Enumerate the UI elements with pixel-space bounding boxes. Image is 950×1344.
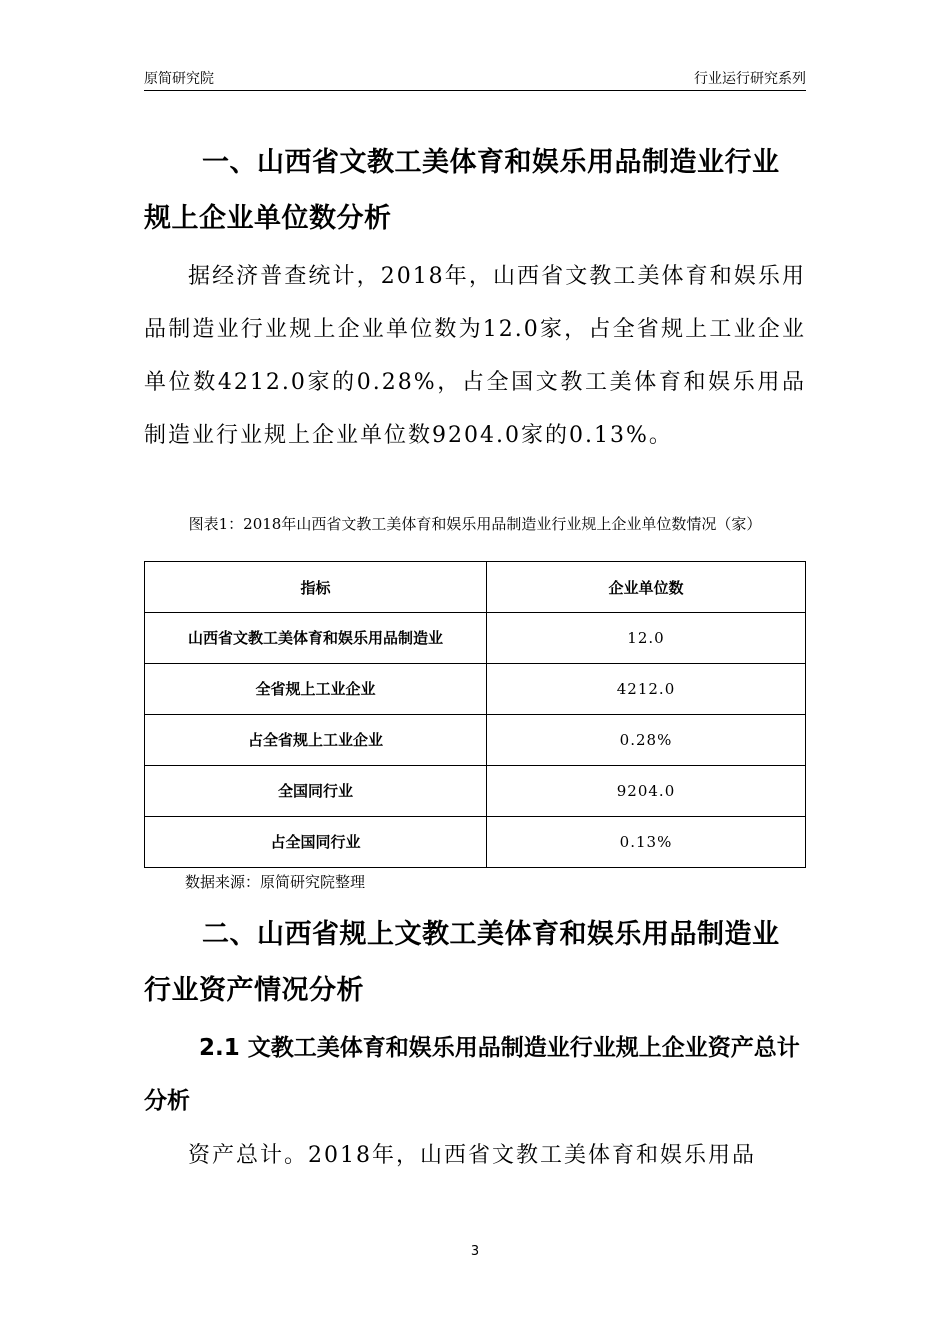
section-1-body	[144, 250, 806, 462]
table-row	[145, 817, 806, 868]
table-cell-indicator: 全省规上工业企业	[145, 664, 487, 715]
table-header-value: 企业单位数	[487, 562, 806, 613]
table-caption-wrap	[144, 514, 806, 534]
section-2-body	[144, 1129, 806, 1182]
data-table	[144, 561, 806, 868]
table-row	[145, 664, 806, 715]
table-cell-value: 12.0	[487, 613, 806, 664]
table-cell-indicator: 占全国同行业	[145, 817, 487, 868]
section-2-paragraph: 资产总计。2018年，山西省文教工美体育和娱乐用品	[188, 1143, 756, 1168]
table-cell-value: 9204.0	[487, 766, 806, 817]
section-1-paragraph: 据经济普查统计，2018年，山西省文教工美体育和娱乐用品制造业行业规上企业单位数为12.0家，占全省规上工业企业单位数4212.0家的0.28%，占全国文教工美体育和娱乐用品制造业行业规上企业单位数9204.0家的0.13%。	[144, 264, 806, 448]
page-number: 3	[470, 1244, 480, 1259]
header-org-name: 原简研究院	[144, 71, 214, 87]
table-row	[145, 766, 806, 817]
table-cell-value: 0.13%	[487, 817, 806, 868]
table-row	[145, 715, 806, 766]
table-source: 数据来源：原简研究院整理	[185, 873, 366, 891]
table-cell-value: 0.28%	[487, 715, 806, 766]
table-cell-indicator: 全国同行业	[145, 766, 487, 817]
table-cell-indicator: 山西省文教工美体育和娱乐用品制造业	[145, 613, 487, 664]
section-2-title: 二、山西省规上文教工美体育和娱乐用品制造业行业资产情况分析	[144, 919, 780, 1006]
table-header-indicator: 指标	[145, 562, 487, 613]
table-caption: 图表1：2018年山西省文教工美体育和娱乐用品制造业行业规上企业单位数情况（家）	[188, 515, 762, 533]
section-1	[144, 135, 806, 247]
header-series-name: 行业运行研究系列	[694, 71, 806, 87]
table-header-row	[145, 562, 806, 613]
page-header	[144, 64, 806, 91]
section-2	[144, 907, 806, 1019]
table-cell-indicator: 占全省规上工业企业	[145, 715, 487, 766]
section-1-title: 一、山西省文教工美体育和娱乐用品制造业行业规上企业单位数分析	[144, 147, 780, 234]
section-2-1	[144, 1022, 806, 1128]
section-2-1-subtitle: 2.1 文教工美体育和娱乐用品制造业行业规上企业资产总计分析	[144, 1035, 800, 1114]
table-row	[145, 613, 806, 664]
table-cell-value: 4212.0	[487, 664, 806, 715]
